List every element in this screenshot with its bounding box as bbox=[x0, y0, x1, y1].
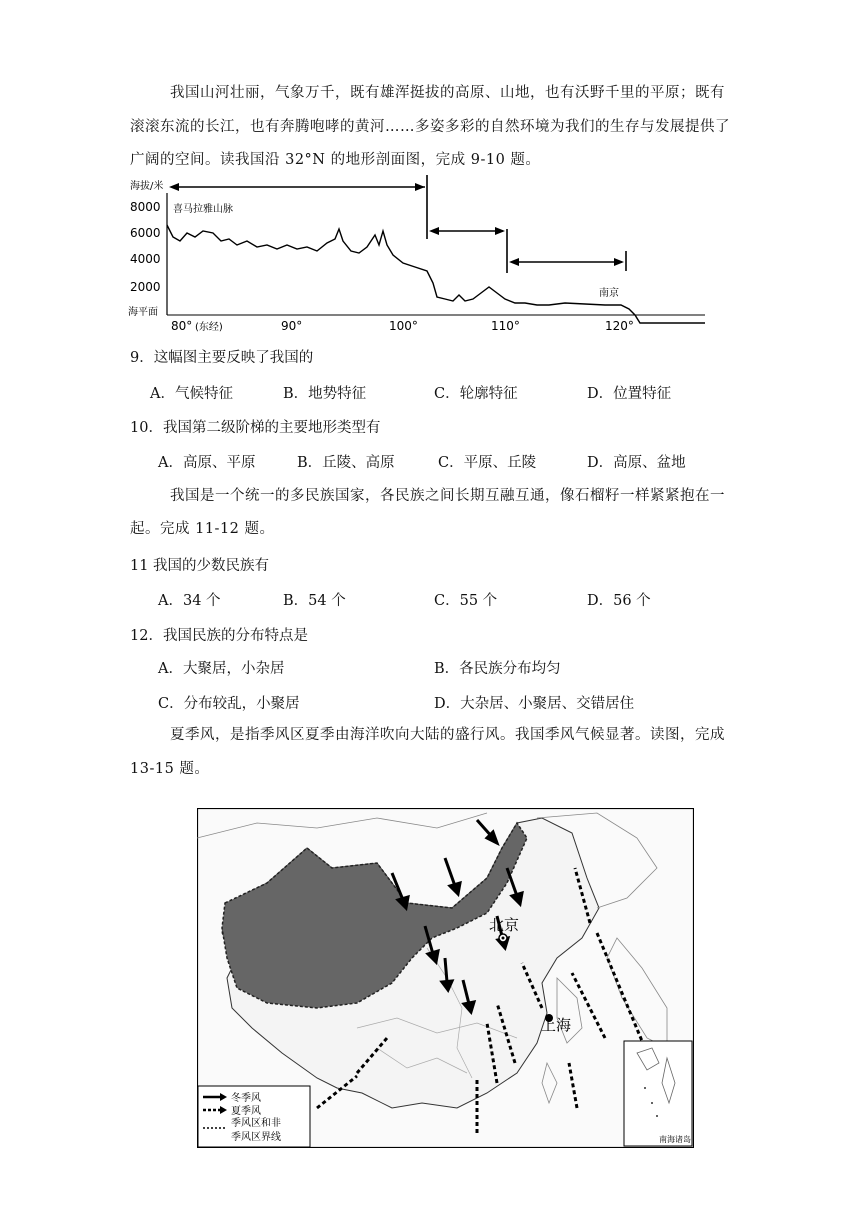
intro2-line1: 我国是一个统一的多民族国家，各民族之间长期互融互通，像石榴籽一样紧紧抱在一 bbox=[170, 488, 725, 504]
xtick-80: 80° bbox=[171, 319, 193, 333]
q10-option-d[interactable]: D．高原、盆地 bbox=[587, 455, 686, 471]
q10-stem: 10．我国第二级阶梯的主要地形类型有 bbox=[130, 420, 381, 436]
xtick-90: 90° bbox=[281, 319, 303, 333]
q11-option-b[interactable]: B．54 个 bbox=[283, 593, 346, 609]
q12-option-d[interactable]: D．大杂居、小聚居、交错居住 bbox=[434, 696, 635, 712]
q10-option-c[interactable]: C．平原、丘陵 bbox=[438, 455, 537, 471]
xtick-100: 100° bbox=[389, 319, 418, 333]
q10-option-a[interactable]: A．高原、平原 bbox=[158, 455, 256, 471]
q9-option-c[interactable]: C．轮廓特征 bbox=[434, 386, 518, 402]
monsoon-map bbox=[197, 808, 694, 1148]
q9-option-b[interactable]: B．地势特征 bbox=[283, 386, 367, 402]
q11-option-c[interactable]: C．55 个 bbox=[434, 593, 498, 609]
ytick-6000: 6000 bbox=[130, 226, 161, 240]
city-beijing: 北京 bbox=[489, 916, 520, 934]
intro3-line2: 13-15 题。 bbox=[130, 761, 210, 777]
legend-boundary-2: 季风区界线 bbox=[231, 1132, 281, 1143]
q12-stem: 12．我国民族的分布特点是 bbox=[130, 628, 308, 644]
intro1-line2: 滚滚东流的长江，也有奔腾咆哮的黄河……多姿多彩的自然环境为我们的生存与发展提供了 bbox=[130, 119, 730, 135]
q12-option-c[interactable]: C．分布较乱，小聚居 bbox=[158, 696, 300, 712]
q9-option-d[interactable]: D．位置特征 bbox=[587, 386, 672, 402]
q10-option-b[interactable]: B．丘陵、高原 bbox=[297, 455, 395, 471]
sea-level-label: 海平面 bbox=[128, 307, 158, 318]
q9-option-a[interactable]: A．气候特征 bbox=[150, 386, 233, 402]
south-sea-inset bbox=[624, 1041, 692, 1146]
q12-option-a[interactable]: A．大聚居，小杂居 bbox=[158, 661, 285, 677]
q12-option-b[interactable]: B．各民族分布均匀 bbox=[434, 661, 561, 677]
profile-ylabel: 海拔/米 bbox=[130, 181, 164, 192]
legend-summer: 夏季风 bbox=[231, 1106, 261, 1117]
ytick-2000: 2000 bbox=[130, 280, 161, 294]
ytick-4000: 4000 bbox=[130, 252, 161, 266]
legend-boundary-1: 季风区和非 bbox=[231, 1118, 281, 1129]
q11-option-a[interactable]: A．34 个 bbox=[158, 593, 221, 609]
map-legend bbox=[198, 1086, 310, 1147]
intro3-line1: 夏季风，是指季风区夏季由海洋吹向大陆的盛行风。我国季风气候显著。读图，完成 bbox=[170, 727, 725, 743]
x-unit: (东经) bbox=[195, 322, 223, 333]
city-shanghai: 上海 bbox=[541, 1016, 572, 1034]
terrain-profile-chart bbox=[125, 175, 715, 335]
legend-winter: 冬季风 bbox=[231, 1093, 261, 1104]
q9-stem: 9．这幅图主要反映了我国的 bbox=[130, 350, 314, 366]
city-label-nanjing: 南京 bbox=[599, 288, 619, 299]
xtick-120: 120° bbox=[605, 319, 634, 333]
intro1-line1: 我国山河壮丽，气象万千，既有雄浑挺拔的高原、山地，也有沃野千里的平原；既有 bbox=[170, 85, 725, 101]
xtick-110: 110° bbox=[491, 319, 520, 333]
intro2-line2: 起。完成 11-12 题。 bbox=[130, 521, 275, 537]
q11-stem: 11 我国的少数民族有 bbox=[130, 558, 270, 574]
mountain-label: 喜马拉雅山脉 bbox=[173, 204, 233, 215]
q11-option-d[interactable]: D．56 个 bbox=[587, 593, 651, 609]
intro1-line3: 广阔的空间。读我国沿 32°N 的地形剖面图，完成 9-10 题。 bbox=[130, 152, 541, 168]
terrain-line bbox=[167, 225, 705, 323]
ytick-8000: 8000 bbox=[130, 200, 161, 214]
inset-label: 南海诸岛 bbox=[659, 1135, 691, 1144]
